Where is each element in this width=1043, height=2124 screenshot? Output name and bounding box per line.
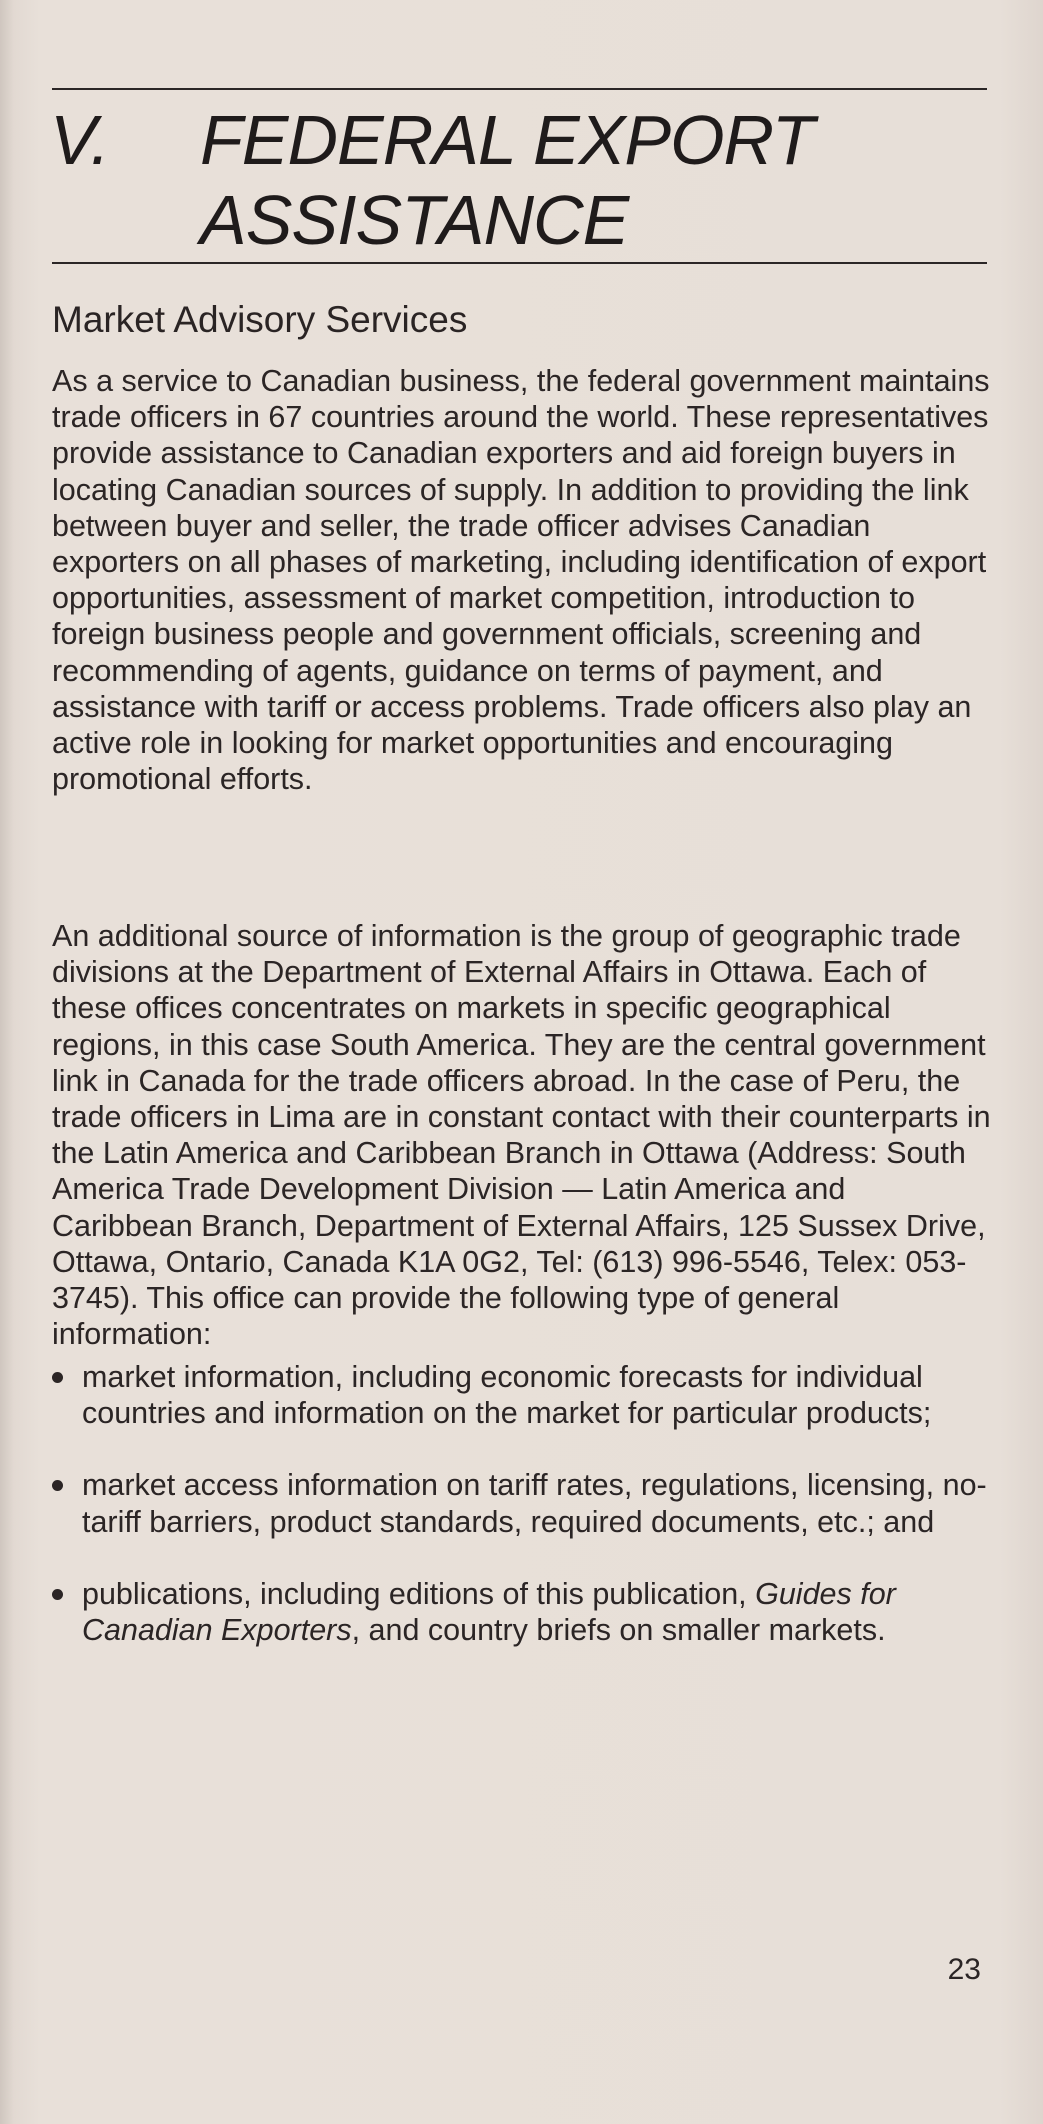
bottom-rule (52, 262, 987, 264)
bullet-icon (52, 1480, 63, 1491)
bullet-icon (52, 1589, 63, 1600)
bullet-icon (52, 1372, 63, 1383)
paragraph-trade-officers: As a service to Canadian business, the federal government maintains trade officers in 67 countries around the world. These representatives provide assistance to Canadian exporters and aid foreign buyers in locating Canadian sources of supply. In addition to providing the link between buyer and seller, the trade officer advises Canadian exporters on all phases of marketing, including identification of export opportunities, assessment of market competition, introduction to foreign business people and government officials, screening and recommending of agents, guidance on terms of payment, and assistance with tariff or access problems. Trade officers also play an active role in looking for market opportunities and encouraging promotional efforts. (52, 364, 990, 797)
page-number: 23 (947, 1953, 981, 1986)
list-item-text-end: , and country briefs on smaller markets. (351, 1613, 886, 1648)
chapter-number: V. (50, 101, 109, 179)
list-item-text: market access information on tariff rates, regulations, licensing, no-tariff barriers, product standards, required documents, etc.; and (82, 1468, 987, 1539)
top-rule (52, 88, 987, 90)
list-item-text: market information, including economic forecasts for individual countries and information on the market for particular products; (82, 1360, 932, 1431)
publication-title: Guides for Canadian Exporters (82, 1576, 896, 1648)
list-item (52, 1467, 992, 1539)
list-item (52, 1359, 992, 1431)
paragraph-trade-divisions: An additional source of information is the group of geographic trade divisions at the Department of External Affairs in Ottawa. Each of these offices concentrates on markets in specific geographical regions, in this case South America. They are the central government link in Canada for the trade officers abroad. In the case of Peru, the trade officers in Lima are in constant contact with their counterparts in the Latin America and Caribbean Branch in Ottawa (Address: South America Trade Development Division — Latin America and Caribbean Branch, Department of External Affairs, 125 Sussex Drive, Ottawa, Ontario, Canada K1A 0G2, Tel: (613) 996-5546, Telex: 053-3745). This office can provide the following type of general information: (52, 919, 991, 1352)
list-item (52, 1576, 992, 1648)
section-heading: Market Advisory Services (52, 299, 468, 340)
chapter-title-line1 (50, 100, 990, 180)
information-list (52, 1359, 992, 1684)
list-item-text-start: publications, including editions of this publication, (82, 1576, 756, 1611)
chapter-title-text-2: ASSISTANCE (200, 181, 629, 259)
chapter-title (50, 100, 990, 260)
chapter-title-text-1: FEDERAL EXPORT (200, 101, 814, 179)
